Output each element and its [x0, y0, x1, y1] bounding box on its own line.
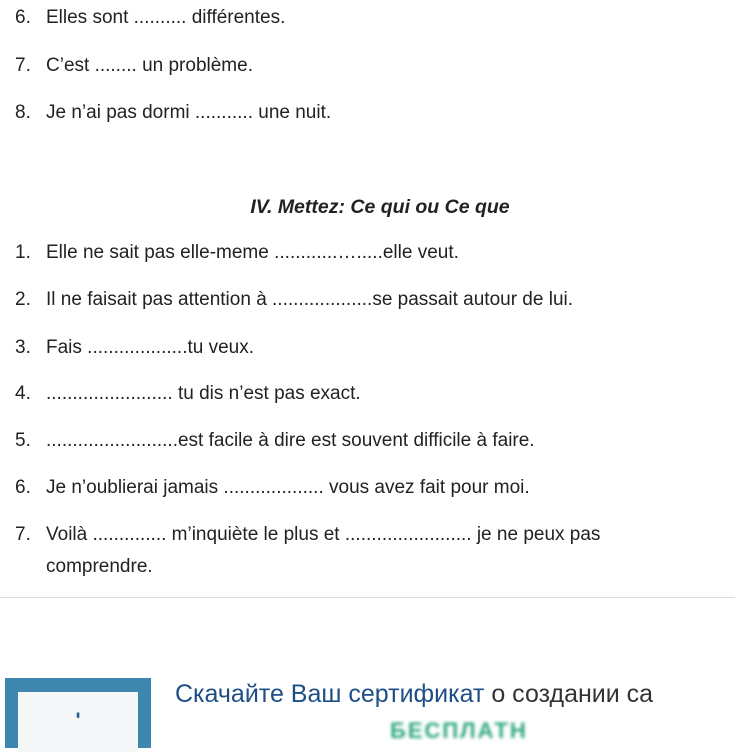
certificate-link[interactable]: Скачайте Ваш сертификат — [175, 680, 485, 708]
item-number: 7. — [15, 524, 31, 545]
certificate-thumbnail[interactable] — [5, 678, 151, 748]
banner-subtitle — [175, 718, 528, 744]
item-text: comprendre. — [46, 556, 153, 577]
item-text: C’est ........ un problème. — [46, 55, 253, 76]
item-number: 5. — [15, 430, 31, 451]
free-label: БЕСПЛАТН — [390, 718, 528, 743]
item-text: Je n’ai pas dormi ........... une nuit. — [46, 102, 332, 123]
certificate-preview — [18, 692, 138, 752]
divider — [0, 597, 735, 598]
logo-icon: ▮ — [76, 712, 80, 719]
item-text: ........................ tu dis n’est pas exact. — [46, 383, 361, 404]
section-heading: IV. Mettez: Ce qui ou Ce que — [250, 196, 510, 218]
item-number: 8. — [15, 102, 31, 123]
item-text: Elles sont .......... différentes. — [46, 7, 286, 28]
item-number: 2. — [15, 289, 31, 310]
item-number: 6. — [15, 477, 31, 498]
item-text: Il ne faisait pas attention à ...................se passait autour de lui. — [46, 289, 574, 310]
item-text: Voilà .............. m’inquiète le plus et ........................ je ne peux pas — [46, 524, 601, 545]
item-number: 1. — [15, 242, 31, 263]
item-text: .........................est facile à dire est souvent difficile à faire. — [46, 430, 535, 451]
item-number: 3. — [15, 337, 31, 358]
item-number: 7. — [15, 55, 31, 76]
item-text: Elle ne sait pas elle-meme ............….....elle veut. — [46, 242, 459, 263]
item-text: Fais ...................tu veux. — [46, 337, 255, 358]
item-number: 4. — [15, 383, 31, 404]
certificate-banner-title — [175, 680, 653, 709]
banner-title-rest: о создании са — [484, 680, 654, 708]
item-number: 6. — [15, 7, 31, 28]
item-text: Je n’oublierai jamais ................... vous avez fait pour moi. — [46, 477, 530, 498]
